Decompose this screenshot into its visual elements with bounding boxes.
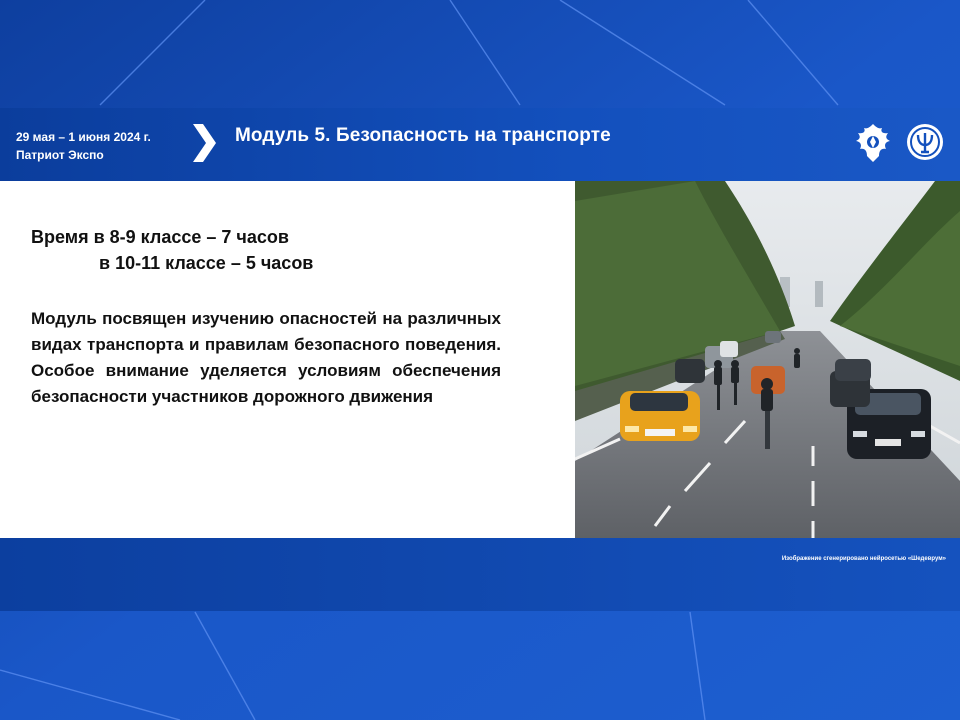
emchs-emblem-icon <box>852 120 894 166</box>
footer-bar <box>0 538 960 611</box>
header-bar <box>0 108 960 181</box>
road-traffic-image <box>575 181 960 538</box>
page-title: Модуль 5. Безопасность на транспорте <box>235 125 611 146</box>
event-date: 29 мая – 1 июня 2024 г. <box>16 130 151 144</box>
image-caption: Изображение сгенерировано нейросетью «Шедеврум» <box>781 556 946 562</box>
event-info <box>16 128 151 164</box>
psychology-logo-icon <box>905 122 945 162</box>
content-panel <box>0 181 575 538</box>
chevron-right-icon <box>190 122 218 164</box>
time-line-grades-10-11: в 10-11 классе – 5 часов <box>99 253 314 273</box>
time-line-grades-8-9: Время в 8-9 классе – 7 часов <box>31 227 289 247</box>
module-description: Модуль посвящен изучению опасностей на различных видах транспорта и правилам безопасного поведения. Особое внимание уделяется условиям обеспечения безопасности участников дорожного движения <box>31 309 501 406</box>
event-venue: Патриот Экспо <box>16 148 104 162</box>
